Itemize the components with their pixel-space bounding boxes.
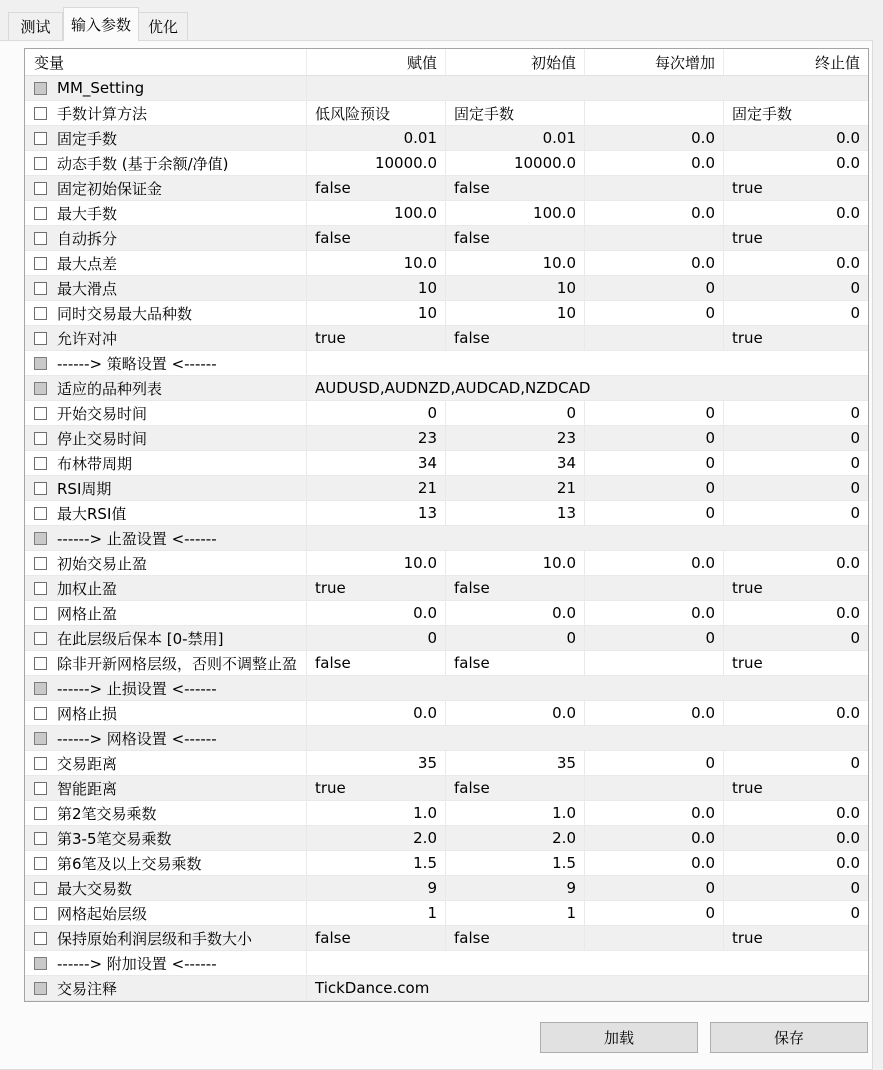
variable-name: 动态手数 (基于余额/净值) bbox=[57, 154, 229, 173]
variable-name: 允许对冲 bbox=[57, 329, 118, 348]
row-checkbox[interactable] bbox=[34, 382, 47, 395]
table-row[interactable] bbox=[25, 751, 868, 776]
variable-name-cell bbox=[25, 851, 306, 876]
row-checkbox[interactable] bbox=[34, 582, 47, 595]
variable-name-cell bbox=[25, 551, 306, 576]
value-cell[interactable]: 1.5 bbox=[306, 851, 445, 876]
table-row[interactable] bbox=[25, 326, 868, 351]
load-button-label: 加载 bbox=[603, 1029, 634, 1047]
table-row[interactable] bbox=[25, 401, 868, 426]
value-cell[interactable]: true bbox=[723, 776, 868, 801]
value-cell[interactable]: 0.01 bbox=[306, 126, 445, 151]
variable-name: 最大交易数 bbox=[57, 879, 133, 898]
value-cell[interactable] bbox=[584, 101, 723, 126]
variable-name: 交易注释 bbox=[57, 979, 118, 998]
table-row[interactable] bbox=[25, 576, 868, 601]
row-checkbox[interactable] bbox=[34, 482, 47, 495]
variable-name: 开始交易时间 bbox=[57, 404, 148, 423]
value-cell[interactable]: 0 bbox=[723, 626, 868, 651]
table-row[interactable] bbox=[25, 201, 868, 226]
value-cell[interactable]: 13 bbox=[306, 501, 445, 526]
variable-name-cell bbox=[25, 626, 306, 651]
value-cell[interactable]: 0.0 bbox=[584, 801, 723, 826]
value-cell[interactable]: 0.0 bbox=[445, 601, 584, 626]
value-cell[interactable]: false bbox=[445, 776, 584, 801]
variable-name-cell bbox=[25, 576, 306, 601]
variable-name-cell bbox=[25, 526, 306, 551]
parameters-table bbox=[24, 48, 869, 1002]
value-cell[interactable]: 0.0 bbox=[723, 201, 868, 226]
table-row[interactable] bbox=[25, 426, 868, 451]
variable-name-cell bbox=[25, 826, 306, 851]
table-row[interactable] bbox=[25, 626, 868, 651]
row-checkbox[interactable] bbox=[34, 332, 47, 345]
variable-name-cell bbox=[25, 801, 306, 826]
row-checkbox[interactable] bbox=[34, 257, 47, 270]
value-cell[interactable]: 35 bbox=[306, 751, 445, 776]
value-cell[interactable]: 10.0 bbox=[445, 251, 584, 276]
table-row[interactable] bbox=[25, 551, 868, 576]
variable-name-cell bbox=[25, 226, 306, 251]
row-checkbox[interactable] bbox=[34, 507, 47, 520]
value-cell[interactable]: 34 bbox=[445, 451, 584, 476]
variable-name-cell bbox=[25, 326, 306, 351]
value-cell[interactable]: 0 bbox=[306, 401, 445, 426]
tab-optimization[interactable] bbox=[138, 12, 188, 40]
value-cell[interactable]: 0 bbox=[584, 901, 723, 926]
value-cell[interactable]: 0 bbox=[723, 901, 868, 926]
value-cell[interactable]: false bbox=[306, 926, 445, 951]
table-row[interactable] bbox=[25, 976, 868, 1001]
value-cell[interactable]: 0.0 bbox=[584, 201, 723, 226]
column-header-value: 赋值 bbox=[306, 49, 445, 75]
table-row[interactable] bbox=[25, 901, 868, 926]
variable-name-cell bbox=[25, 726, 306, 751]
column-header-variable: 变量 bbox=[34, 53, 65, 72]
tab-testing-label: 测试 bbox=[20, 18, 51, 36]
row-checkbox[interactable] bbox=[34, 357, 47, 370]
row-checkbox[interactable] bbox=[34, 282, 47, 295]
row-checkbox[interactable] bbox=[34, 132, 47, 145]
row-checkbox[interactable] bbox=[34, 732, 47, 745]
value-cell[interactable] bbox=[584, 176, 723, 201]
variable-name: ------> 策略设置 <------ bbox=[57, 354, 217, 373]
value-cell[interactable]: 0 bbox=[584, 476, 723, 501]
variable-name-cell bbox=[25, 176, 306, 201]
variable-name-cell bbox=[25, 426, 306, 451]
value-cell[interactable]: 0 bbox=[723, 401, 868, 426]
variable-name: 交易距离 bbox=[57, 754, 118, 773]
value-cell[interactable]: 21 bbox=[306, 476, 445, 501]
row-checkbox[interactable] bbox=[34, 682, 47, 695]
variable-name-cell bbox=[25, 251, 306, 276]
value-cell[interactable]: 9 bbox=[306, 876, 445, 901]
table-row[interactable] bbox=[25, 126, 868, 151]
value-cell[interactable]: 100.0 bbox=[445, 201, 584, 226]
value-cell[interactable]: 0.0 bbox=[723, 701, 868, 726]
value-cell[interactable]: true bbox=[306, 776, 445, 801]
value-cell[interactable] bbox=[584, 576, 723, 601]
variable-name-cell bbox=[25, 776, 306, 801]
value-cell[interactable]: false bbox=[445, 576, 584, 601]
value-cell[interactable]: 0.01 bbox=[445, 126, 584, 151]
variable-name: 第6笔及以上交易乘数 bbox=[57, 854, 202, 873]
value-cell[interactable]: 0 bbox=[723, 876, 868, 901]
variable-name: 停止交易时间 bbox=[57, 429, 148, 448]
variable-name: 网格止损 bbox=[57, 704, 118, 723]
variable-name-cell bbox=[25, 76, 306, 101]
row-checkbox[interactable] bbox=[34, 607, 47, 620]
variable-name: ------> 网格设置 <------ bbox=[57, 729, 217, 748]
variable-name: 自动拆分 bbox=[57, 229, 118, 248]
value-cell[interactable]: false bbox=[306, 651, 445, 676]
row-checkbox[interactable] bbox=[34, 882, 47, 895]
variable-name: 加权止盈 bbox=[57, 579, 118, 598]
value-cell[interactable] bbox=[584, 926, 723, 951]
value-cell[interactable]: 0 bbox=[723, 301, 868, 326]
value-cell[interactable]: false bbox=[306, 176, 445, 201]
value-cell[interactable]: 0.0 bbox=[445, 701, 584, 726]
value-cell[interactable]: 0.0 bbox=[723, 601, 868, 626]
value-cell[interactable]: 1 bbox=[445, 901, 584, 926]
table-row[interactable] bbox=[25, 476, 868, 501]
value-cell[interactable]: 0 bbox=[723, 451, 868, 476]
value-cell[interactable]: 2.0 bbox=[306, 826, 445, 851]
value-cell[interactable]: 0 bbox=[584, 876, 723, 901]
value-cell[interactable] bbox=[306, 76, 868, 101]
table-row[interactable] bbox=[25, 251, 868, 276]
variable-name: 除非开新网格层级，否则不调整止盈 bbox=[57, 654, 298, 673]
table-row[interactable] bbox=[25, 651, 868, 676]
table-header bbox=[25, 49, 868, 76]
value-cell[interactable]: 0.0 bbox=[584, 551, 723, 576]
variable-name: MM_Setting bbox=[57, 79, 145, 97]
variable-name-cell bbox=[25, 501, 306, 526]
value-cell[interactable]: 0.0 bbox=[723, 801, 868, 826]
value-cell[interactable]: 0.0 bbox=[584, 701, 723, 726]
column-header-stop: 终止值 bbox=[723, 49, 868, 75]
value-cell[interactable]: 0.0 bbox=[723, 126, 868, 151]
value-cell[interactable]: 2.0 bbox=[445, 826, 584, 851]
variable-name-cell bbox=[25, 976, 306, 1001]
row-checkbox[interactable] bbox=[34, 832, 47, 845]
save-button-label: 保存 bbox=[773, 1029, 804, 1047]
variable-name: 在此层级后保本 [0-禁用] bbox=[57, 629, 224, 648]
column-header-step: 每次增加 bbox=[584, 49, 723, 75]
variable-name: ------> 止损设置 <------ bbox=[57, 679, 217, 698]
variable-name: 初始交易止盈 bbox=[57, 554, 148, 573]
value-cell[interactable]: 0.0 bbox=[723, 851, 868, 876]
value-cell[interactable]: false bbox=[445, 926, 584, 951]
value-cell[interactable]: 10000.0 bbox=[445, 151, 584, 176]
value-cell[interactable]: 13 bbox=[445, 501, 584, 526]
table-row[interactable] bbox=[25, 501, 868, 526]
row-checkbox[interactable] bbox=[34, 957, 47, 970]
variable-name: 第2笔交易乘数 bbox=[57, 804, 157, 823]
variable-name: 最大RSI值 bbox=[57, 504, 127, 523]
value-cell[interactable]: 0 bbox=[584, 426, 723, 451]
value-cell[interactable]: false bbox=[306, 226, 445, 251]
table-row[interactable] bbox=[25, 776, 868, 801]
variable-name: ------> 止盈设置 <------ bbox=[57, 529, 217, 548]
value-cell[interactable]: 23 bbox=[445, 426, 584, 451]
variable-name-cell bbox=[25, 101, 306, 126]
value-cell[interactable]: true bbox=[723, 226, 868, 251]
value-cell[interactable]: 0 bbox=[584, 501, 723, 526]
variable-name-cell bbox=[25, 601, 306, 626]
table-row[interactable] bbox=[25, 351, 868, 376]
value-cell[interactable]: 9 bbox=[445, 876, 584, 901]
value-cell[interactable]: 0 bbox=[723, 501, 868, 526]
value-cell[interactable] bbox=[306, 526, 868, 551]
variable-name-cell bbox=[25, 301, 306, 326]
variable-name: 手数计算方法 bbox=[57, 104, 148, 123]
variable-name: ------> 附加设置 <------ bbox=[57, 954, 217, 973]
value-cell[interactable]: 0.0 bbox=[584, 126, 723, 151]
variable-name-cell bbox=[25, 876, 306, 901]
row-checkbox[interactable] bbox=[34, 182, 47, 195]
value-cell[interactable]: true bbox=[723, 326, 868, 351]
variable-name: 最大滑点 bbox=[57, 279, 118, 298]
variable-name-cell bbox=[25, 751, 306, 776]
value-cell[interactable]: 10 bbox=[445, 276, 584, 301]
value-cell[interactable]: 0 bbox=[445, 626, 584, 651]
variable-name-cell bbox=[25, 201, 306, 226]
variable-name-cell bbox=[25, 701, 306, 726]
variable-name: 布林带周期 bbox=[57, 454, 133, 473]
variable-name-cell bbox=[25, 651, 306, 676]
variable-name-cell bbox=[25, 126, 306, 151]
table-row[interactable] bbox=[25, 851, 868, 876]
variable-name: 同时交易最大品种数 bbox=[57, 304, 193, 323]
row-checkbox[interactable] bbox=[34, 757, 47, 770]
value-cell[interactable]: 21 bbox=[445, 476, 584, 501]
row-checkbox[interactable] bbox=[34, 657, 47, 670]
table-row[interactable] bbox=[25, 226, 868, 251]
row-checkbox[interactable] bbox=[34, 632, 47, 645]
variable-name: 最大点差 bbox=[57, 254, 118, 273]
row-checkbox[interactable] bbox=[34, 157, 47, 170]
value-cell[interactable]: false bbox=[445, 326, 584, 351]
value-cell[interactable]: 0 bbox=[723, 751, 868, 776]
variable-name-cell bbox=[25, 476, 306, 501]
value-cell[interactable]: 0 bbox=[584, 751, 723, 776]
row-checkbox[interactable] bbox=[34, 532, 47, 545]
value-cell[interactable]: true bbox=[723, 176, 868, 201]
table-row[interactable] bbox=[25, 451, 868, 476]
value-cell[interactable]: 0 bbox=[584, 301, 723, 326]
row-checkbox[interactable] bbox=[34, 907, 47, 920]
variable-name-cell bbox=[25, 951, 306, 976]
value-cell[interactable]: 固定手数 bbox=[723, 101, 868, 126]
value-cell[interactable]: 0 bbox=[584, 276, 723, 301]
value-cell[interactable]: 0.0 bbox=[723, 826, 868, 851]
table-row[interactable] bbox=[25, 276, 868, 301]
row-checkbox[interactable] bbox=[34, 707, 47, 720]
variable-name-cell bbox=[25, 276, 306, 301]
value-cell[interactable]: false bbox=[445, 176, 584, 201]
variable-name-cell bbox=[25, 376, 306, 401]
value-cell[interactable] bbox=[306, 676, 868, 701]
row-checkbox[interactable] bbox=[34, 107, 47, 120]
value-cell[interactable]: true bbox=[723, 651, 868, 676]
variable-name: 适应的品种列表 bbox=[57, 379, 163, 398]
table-row[interactable] bbox=[25, 951, 868, 976]
table-row[interactable] bbox=[25, 701, 868, 726]
value-cell[interactable]: 0.0 bbox=[584, 826, 723, 851]
save-button[interactable] bbox=[710, 1022, 868, 1053]
row-checkbox[interactable] bbox=[34, 207, 47, 220]
row-checkbox[interactable] bbox=[34, 232, 47, 245]
row-checkbox[interactable] bbox=[34, 807, 47, 820]
table-row[interactable] bbox=[25, 526, 868, 551]
value-cell[interactable]: 1.0 bbox=[445, 801, 584, 826]
row-checkbox[interactable] bbox=[34, 557, 47, 570]
value-cell[interactable]: false bbox=[445, 651, 584, 676]
variable-name-cell bbox=[25, 451, 306, 476]
value-cell[interactable]: 1.5 bbox=[445, 851, 584, 876]
value-cell[interactable]: 0 bbox=[306, 626, 445, 651]
value-cell[interactable]: 23 bbox=[306, 426, 445, 451]
value-cell[interactable]: 0 bbox=[584, 401, 723, 426]
table-row[interactable] bbox=[25, 101, 868, 126]
value-cell[interactable] bbox=[584, 776, 723, 801]
value-cell[interactable]: 10000.0 bbox=[306, 151, 445, 176]
variable-name: RSI周期 bbox=[57, 479, 112, 498]
value-cell[interactable]: true bbox=[306, 326, 445, 351]
value-cell[interactable] bbox=[584, 226, 723, 251]
variable-name-cell bbox=[25, 676, 306, 701]
value-cell[interactable]: 0.0 bbox=[723, 551, 868, 576]
row-checkbox[interactable] bbox=[34, 857, 47, 870]
value-cell[interactable]: 0 bbox=[723, 426, 868, 451]
variable-name: 网格起始层级 bbox=[57, 904, 148, 923]
variable-name-cell bbox=[25, 351, 306, 376]
table-row[interactable] bbox=[25, 876, 868, 901]
variable-name: 保持原始利润层级和手数大小 bbox=[57, 929, 253, 948]
value-cell[interactable] bbox=[306, 351, 868, 376]
tab-inputs-label: 输入参数 bbox=[70, 16, 131, 34]
variable-name: 智能距离 bbox=[57, 779, 118, 798]
value-cell[interactable]: 34 bbox=[306, 451, 445, 476]
value-cell[interactable]: true bbox=[723, 576, 868, 601]
variable-name: 网格止盈 bbox=[57, 604, 118, 623]
variable-name-cell bbox=[25, 151, 306, 176]
variable-name: 最大手数 bbox=[57, 204, 118, 223]
value-cell[interactable]: 35 bbox=[445, 751, 584, 776]
table-row[interactable] bbox=[25, 151, 868, 176]
value-cell[interactable]: true bbox=[306, 576, 445, 601]
row-checkbox[interactable] bbox=[34, 782, 47, 795]
value-cell[interactable]: 0 bbox=[445, 401, 584, 426]
table-row[interactable] bbox=[25, 176, 868, 201]
value-cell[interactable]: 低风险预设 bbox=[306, 101, 445, 126]
value-cell[interactable]: 0.0 bbox=[306, 701, 445, 726]
table-row[interactable] bbox=[25, 76, 868, 101]
table-row[interactable] bbox=[25, 301, 868, 326]
value-cell[interactable]: 0 bbox=[584, 451, 723, 476]
value-cell[interactable]: 0.0 bbox=[584, 251, 723, 276]
table-row[interactable] bbox=[25, 676, 868, 701]
variable-name-cell bbox=[25, 401, 306, 426]
row-checkbox[interactable] bbox=[34, 407, 47, 420]
row-checkbox[interactable] bbox=[34, 932, 47, 945]
variable-name-cell bbox=[25, 926, 306, 951]
value-cell[interactable]: 0 bbox=[723, 476, 868, 501]
tab-optimization-label: 优化 bbox=[147, 18, 178, 36]
table-body bbox=[25, 76, 868, 1001]
value-cell[interactable]: 10 bbox=[306, 301, 445, 326]
value-cell[interactable]: 10.0 bbox=[445, 551, 584, 576]
row-checkbox[interactable] bbox=[34, 982, 47, 995]
row-checkbox[interactable] bbox=[34, 82, 47, 95]
value-cell[interactable]: 0.0 bbox=[584, 601, 723, 626]
value-cell[interactable]: 0.0 bbox=[584, 851, 723, 876]
value-cell[interactable] bbox=[306, 726, 868, 751]
value-cell[interactable]: true bbox=[723, 926, 868, 951]
variable-name: 固定初始保证金 bbox=[57, 179, 163, 198]
value-cell[interactable]: 0.0 bbox=[723, 151, 868, 176]
row-checkbox[interactable] bbox=[34, 307, 47, 320]
variable-name: 第3-5笔交易乘数 bbox=[57, 829, 172, 848]
tab-testing[interactable] bbox=[8, 12, 63, 40]
value-cell[interactable]: 1 bbox=[306, 901, 445, 926]
row-checkbox[interactable] bbox=[34, 457, 47, 470]
value-cell[interactable]: 100.0 bbox=[306, 201, 445, 226]
row-checkbox[interactable] bbox=[34, 432, 47, 445]
value-cell[interactable]: 1.0 bbox=[306, 801, 445, 826]
tab-inputs[interactable] bbox=[63, 7, 139, 41]
value-cell[interactable]: 0.0 bbox=[723, 251, 868, 276]
variable-name: 固定手数 bbox=[57, 129, 118, 148]
table-row[interactable] bbox=[25, 826, 868, 851]
value-cell[interactable]: AUDUSD,AUDNZD,AUDCAD,NZDCAD bbox=[306, 376, 868, 401]
value-cell[interactable]: 0 bbox=[584, 626, 723, 651]
value-cell[interactable]: 0.0 bbox=[584, 151, 723, 176]
value-cell[interactable]: false bbox=[445, 226, 584, 251]
table-row[interactable] bbox=[25, 376, 868, 401]
value-cell[interactable]: 10 bbox=[306, 276, 445, 301]
value-cell[interactable]: 0 bbox=[723, 276, 868, 301]
table-row[interactable] bbox=[25, 926, 868, 951]
value-cell[interactable]: TickDance.com bbox=[306, 976, 868, 1001]
table-row[interactable] bbox=[25, 601, 868, 626]
value-cell[interactable] bbox=[584, 651, 723, 676]
value-cell[interactable] bbox=[306, 951, 868, 976]
value-cell[interactable]: 0.0 bbox=[306, 601, 445, 626]
variable-name-cell bbox=[25, 901, 306, 926]
value-cell[interactable]: 10 bbox=[445, 301, 584, 326]
value-cell[interactable]: 固定手数 bbox=[445, 101, 584, 126]
value-cell[interactable]: 10.0 bbox=[306, 551, 445, 576]
value-cell[interactable]: 10.0 bbox=[306, 251, 445, 276]
table-row[interactable] bbox=[25, 726, 868, 751]
table-row[interactable] bbox=[25, 801, 868, 826]
value-cell[interactable] bbox=[584, 326, 723, 351]
load-button[interactable] bbox=[540, 1022, 698, 1053]
column-header-start: 初始值 bbox=[445, 49, 584, 75]
